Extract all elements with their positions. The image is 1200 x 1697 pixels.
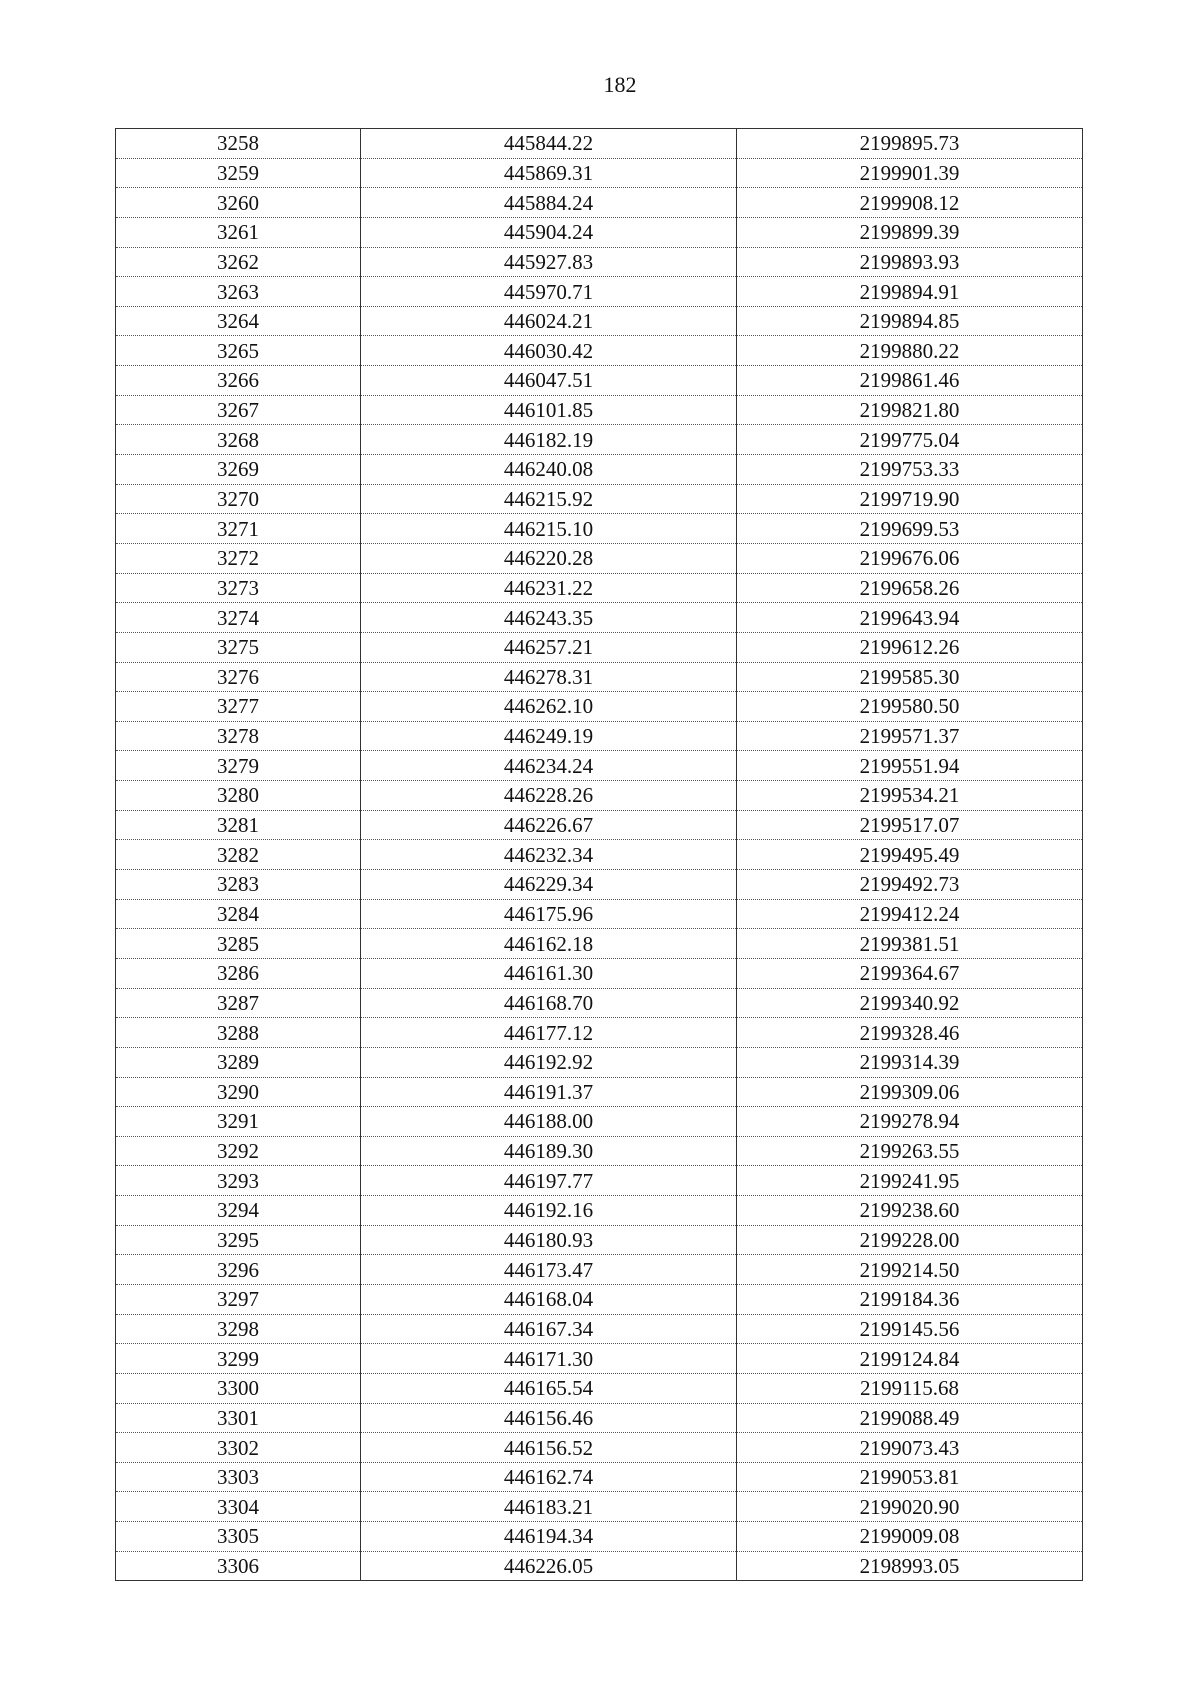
- x-coordinate-cell: 446161.30: [361, 958, 737, 988]
- table-row: [116, 395, 1083, 425]
- y-coordinate-cell: 2199643.94: [737, 603, 1083, 633]
- coordinates-table: [115, 128, 1083, 1581]
- table-row: [116, 929, 1083, 959]
- table-row: [116, 1255, 1083, 1285]
- point-number-cell: 3304: [116, 1492, 361, 1522]
- point-number-cell: 3296: [116, 1255, 361, 1285]
- table-row: [116, 514, 1083, 544]
- table-row: [116, 662, 1083, 692]
- x-coordinate-cell: 446177.12: [361, 1018, 737, 1048]
- point-number-cell: 3266: [116, 366, 361, 396]
- table-row: [116, 1136, 1083, 1166]
- y-coordinate-cell: 2199551.94: [737, 751, 1083, 781]
- table-row: [116, 1196, 1083, 1226]
- y-coordinate-cell: 2199676.06: [737, 543, 1083, 573]
- point-number-cell: 3258: [116, 129, 361, 159]
- point-number-cell: 3268: [116, 425, 361, 455]
- y-coordinate-cell: 2199412.24: [737, 899, 1083, 929]
- point-number-cell: 3272: [116, 543, 361, 573]
- table-row: [116, 958, 1083, 988]
- table-row: [116, 1314, 1083, 1344]
- x-coordinate-cell: 446278.31: [361, 662, 737, 692]
- y-coordinate-cell: 2199492.73: [737, 870, 1083, 900]
- y-coordinate-cell: 2199517.07: [737, 810, 1083, 840]
- point-number-cell: 3303: [116, 1462, 361, 1492]
- table-row: [116, 632, 1083, 662]
- point-number-cell: 3267: [116, 395, 361, 425]
- x-coordinate-cell: 446156.46: [361, 1403, 737, 1433]
- table-row: [116, 870, 1083, 900]
- table-row: [116, 1166, 1083, 1196]
- x-coordinate-cell: 446228.26: [361, 781, 737, 811]
- point-number-cell: 3280: [116, 781, 361, 811]
- point-number-cell: 3287: [116, 988, 361, 1018]
- y-coordinate-cell: 2199580.50: [737, 692, 1083, 722]
- x-coordinate-cell: 446180.93: [361, 1225, 737, 1255]
- table-row: [116, 1047, 1083, 1077]
- y-coordinate-cell: 2199263.55: [737, 1136, 1083, 1166]
- x-coordinate-cell: 445904.24: [361, 217, 737, 247]
- table-row: [116, 306, 1083, 336]
- x-coordinate-cell: 446257.21: [361, 632, 737, 662]
- point-number-cell: 3299: [116, 1344, 361, 1374]
- point-number-cell: 3279: [116, 751, 361, 781]
- x-coordinate-cell: 445844.22: [361, 129, 737, 159]
- table-row: [116, 573, 1083, 603]
- point-number-cell: 3298: [116, 1314, 361, 1344]
- y-coordinate-cell: 2199719.90: [737, 484, 1083, 514]
- table-row: [116, 1107, 1083, 1137]
- x-coordinate-cell: 446101.85: [361, 395, 737, 425]
- table-row: [116, 455, 1083, 485]
- point-number-cell: 3294: [116, 1196, 361, 1226]
- y-coordinate-cell: 2199053.81: [737, 1462, 1083, 1492]
- point-number-cell: 3305: [116, 1522, 361, 1552]
- y-coordinate-cell: 2199585.30: [737, 662, 1083, 692]
- x-coordinate-cell: 446183.21: [361, 1492, 737, 1522]
- point-number-cell: 3263: [116, 277, 361, 307]
- y-coordinate-cell: 2199381.51: [737, 929, 1083, 959]
- y-coordinate-cell: 2199699.53: [737, 514, 1083, 544]
- x-coordinate-cell: 446030.42: [361, 336, 737, 366]
- x-coordinate-cell: 445884.24: [361, 188, 737, 218]
- x-coordinate-cell: 446168.04: [361, 1284, 737, 1314]
- table-row: [116, 840, 1083, 870]
- point-number-cell: 3259: [116, 158, 361, 188]
- table-row: [116, 988, 1083, 1018]
- point-number-cell: 3281: [116, 810, 361, 840]
- point-number-cell: 3270: [116, 484, 361, 514]
- table-row: [116, 721, 1083, 751]
- x-coordinate-cell: 446194.34: [361, 1522, 737, 1552]
- x-coordinate-cell: 446192.16: [361, 1196, 737, 1226]
- y-coordinate-cell: 2199880.22: [737, 336, 1083, 366]
- point-number-cell: 3297: [116, 1284, 361, 1314]
- table-row: [116, 1462, 1083, 1492]
- point-number-cell: 3277: [116, 692, 361, 722]
- table-row: [116, 1403, 1083, 1433]
- point-number-cell: 3291: [116, 1107, 361, 1137]
- y-coordinate-cell: 2199894.85: [737, 306, 1083, 336]
- point-number-cell: 3293: [116, 1166, 361, 1196]
- y-coordinate-cell: 2199908.12: [737, 188, 1083, 218]
- table-row: [116, 1077, 1083, 1107]
- point-number-cell: 3289: [116, 1047, 361, 1077]
- point-number-cell: 3284: [116, 899, 361, 929]
- table-row: [116, 751, 1083, 781]
- x-coordinate-cell: 445869.31: [361, 158, 737, 188]
- y-coordinate-cell: 2199278.94: [737, 1107, 1083, 1137]
- table-row: [116, 810, 1083, 840]
- x-coordinate-cell: 446191.37: [361, 1077, 737, 1107]
- y-coordinate-cell: 2199115.68: [737, 1373, 1083, 1403]
- y-coordinate-cell: 2199899.39: [737, 217, 1083, 247]
- table-row: [116, 1284, 1083, 1314]
- table-row: [116, 1433, 1083, 1463]
- table-row: [116, 247, 1083, 277]
- table-row: [116, 336, 1083, 366]
- y-coordinate-cell: 2199314.39: [737, 1047, 1083, 1077]
- table-row: [116, 1551, 1083, 1581]
- x-coordinate-cell: 445970.71: [361, 277, 737, 307]
- x-coordinate-cell: 446162.18: [361, 929, 737, 959]
- x-coordinate-cell: 446262.10: [361, 692, 737, 722]
- x-coordinate-cell: 446175.96: [361, 899, 737, 929]
- table-row: [116, 603, 1083, 633]
- y-coordinate-cell: 2199571.37: [737, 721, 1083, 751]
- table-row: [116, 277, 1083, 307]
- table-row: [116, 543, 1083, 573]
- point-number-cell: 3302: [116, 1433, 361, 1463]
- x-coordinate-cell: 446249.19: [361, 721, 737, 751]
- table-row: [116, 1492, 1083, 1522]
- table-row: [116, 1522, 1083, 1552]
- y-coordinate-cell: 2199495.49: [737, 840, 1083, 870]
- point-number-cell: 3300: [116, 1373, 361, 1403]
- x-coordinate-cell: 446182.19: [361, 425, 737, 455]
- point-number-cell: 3292: [116, 1136, 361, 1166]
- x-coordinate-cell: 446232.34: [361, 840, 737, 870]
- table-body: [116, 129, 1083, 1581]
- point-number-cell: 3290: [116, 1077, 361, 1107]
- point-number-cell: 3275: [116, 632, 361, 662]
- y-coordinate-cell: 2199124.84: [737, 1344, 1083, 1374]
- point-number-cell: 3278: [116, 721, 361, 751]
- x-coordinate-cell: 446173.47: [361, 1255, 737, 1285]
- x-coordinate-cell: 446165.54: [361, 1373, 737, 1403]
- x-coordinate-cell: 446188.00: [361, 1107, 737, 1137]
- y-coordinate-cell: 2198993.05: [737, 1551, 1083, 1581]
- x-coordinate-cell: 446226.67: [361, 810, 737, 840]
- y-coordinate-cell: 2199184.36: [737, 1284, 1083, 1314]
- point-number-cell: 3276: [116, 662, 361, 692]
- y-coordinate-cell: 2199893.93: [737, 247, 1083, 277]
- y-coordinate-cell: 2199658.26: [737, 573, 1083, 603]
- x-coordinate-cell: 446215.10: [361, 514, 737, 544]
- y-coordinate-cell: 2199020.90: [737, 1492, 1083, 1522]
- y-coordinate-cell: 2199228.00: [737, 1225, 1083, 1255]
- x-coordinate-cell: 446234.24: [361, 751, 737, 781]
- x-coordinate-cell: 446229.34: [361, 870, 737, 900]
- point-number-cell: 3286: [116, 958, 361, 988]
- point-number-cell: 3282: [116, 840, 361, 870]
- y-coordinate-cell: 2199534.21: [737, 781, 1083, 811]
- point-number-cell: 3261: [116, 217, 361, 247]
- x-coordinate-cell: 446231.22: [361, 573, 737, 603]
- table-row: [116, 217, 1083, 247]
- x-coordinate-cell: 446243.35: [361, 603, 737, 633]
- x-coordinate-cell: 445927.83: [361, 247, 737, 277]
- point-number-cell: 3273: [116, 573, 361, 603]
- page-number: 182: [603, 72, 637, 97]
- point-number-cell: 3269: [116, 455, 361, 485]
- x-coordinate-cell: 446215.92: [361, 484, 737, 514]
- x-coordinate-cell: 446192.92: [361, 1047, 737, 1077]
- x-coordinate-cell: 446162.74: [361, 1462, 737, 1492]
- table-row: [116, 484, 1083, 514]
- y-coordinate-cell: 2199894.91: [737, 277, 1083, 307]
- y-coordinate-cell: 2199612.26: [737, 632, 1083, 662]
- x-coordinate-cell: 446047.51: [361, 366, 737, 396]
- y-coordinate-cell: 2199861.46: [737, 366, 1083, 396]
- y-coordinate-cell: 2199753.33: [737, 455, 1083, 485]
- x-coordinate-cell: 446240.08: [361, 455, 737, 485]
- table-row: [116, 781, 1083, 811]
- x-coordinate-cell: 446220.28: [361, 543, 737, 573]
- y-coordinate-cell: 2199073.43: [737, 1433, 1083, 1463]
- y-coordinate-cell: 2199328.46: [737, 1018, 1083, 1048]
- table-row: [116, 692, 1083, 722]
- y-coordinate-cell: 2199821.80: [737, 395, 1083, 425]
- table-row: [116, 366, 1083, 396]
- table-row: [116, 899, 1083, 929]
- point-number-cell: 3288: [116, 1018, 361, 1048]
- y-coordinate-cell: 2199775.04: [737, 425, 1083, 455]
- point-number-cell: 3260: [116, 188, 361, 218]
- y-coordinate-cell: 2199241.95: [737, 1166, 1083, 1196]
- y-coordinate-cell: 2199145.56: [737, 1314, 1083, 1344]
- point-number-cell: 3295: [116, 1225, 361, 1255]
- table-row: [116, 188, 1083, 218]
- y-coordinate-cell: 2199364.67: [737, 958, 1083, 988]
- table-row: [116, 1225, 1083, 1255]
- point-number-cell: 3285: [116, 929, 361, 959]
- x-coordinate-cell: 446189.30: [361, 1136, 737, 1166]
- x-coordinate-cell: 446156.52: [361, 1433, 737, 1463]
- table-row: [116, 425, 1083, 455]
- table-row: [116, 158, 1083, 188]
- y-coordinate-cell: 2199901.39: [737, 158, 1083, 188]
- x-coordinate-cell: 446167.34: [361, 1314, 737, 1344]
- point-number-cell: 3301: [116, 1403, 361, 1433]
- x-coordinate-cell: 446197.77: [361, 1166, 737, 1196]
- table-row: [116, 1018, 1083, 1048]
- y-coordinate-cell: 2199340.92: [737, 988, 1083, 1018]
- y-coordinate-cell: 2199088.49: [737, 1403, 1083, 1433]
- point-number-cell: 3274: [116, 603, 361, 633]
- point-number-cell: 3265: [116, 336, 361, 366]
- point-number-cell: 3262: [116, 247, 361, 277]
- x-coordinate-cell: 446168.70: [361, 988, 737, 1018]
- x-coordinate-cell: 446171.30: [361, 1344, 737, 1374]
- y-coordinate-cell: 2199238.60: [737, 1196, 1083, 1226]
- table-row: [116, 1373, 1083, 1403]
- table-row: [116, 129, 1083, 159]
- y-coordinate-cell: 2199895.73: [737, 129, 1083, 159]
- x-coordinate-cell: 446226.05: [361, 1551, 737, 1581]
- point-number-cell: 3283: [116, 870, 361, 900]
- y-coordinate-cell: 2199309.06: [737, 1077, 1083, 1107]
- point-number-cell: 3306: [116, 1551, 361, 1581]
- y-coordinate-cell: 2199214.50: [737, 1255, 1083, 1285]
- point-number-cell: 3264: [116, 306, 361, 336]
- y-coordinate-cell: 2199009.08: [737, 1522, 1083, 1552]
- x-coordinate-cell: 446024.21: [361, 306, 737, 336]
- point-number-cell: 3271: [116, 514, 361, 544]
- table-row: [116, 1344, 1083, 1374]
